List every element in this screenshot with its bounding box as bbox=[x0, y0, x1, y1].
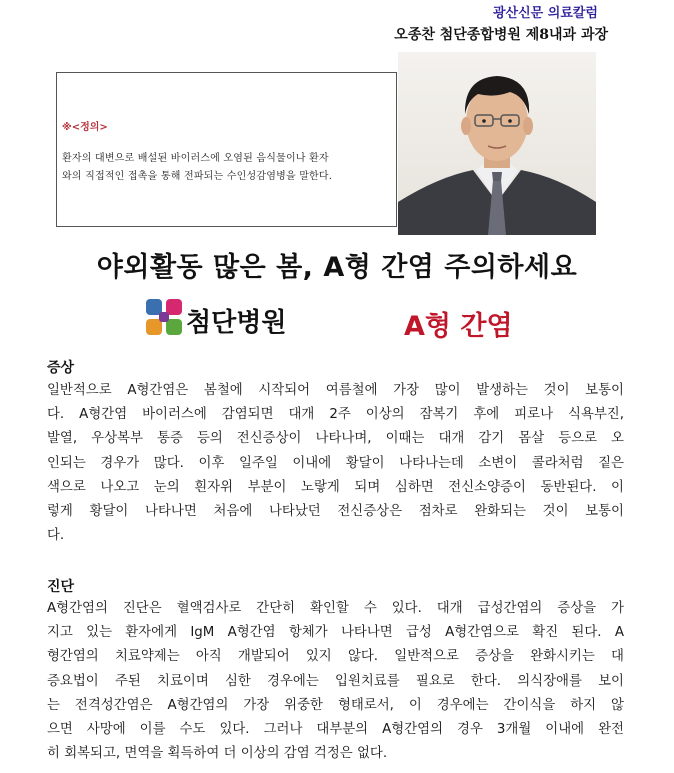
paragraph-line: 발열, 우상복부 통증 등의 전신증상이 나타나며, 이때는 대개 감기 몸살 등으로 오 bbox=[47, 431, 624, 447]
diagnosis-paragraph bbox=[47, 597, 624, 766]
paragraph-line: 는 전격성간염은 A형간염의 가장 위중한 형태로서, 이 경우에는 간이식을 하지 않 bbox=[47, 697, 624, 713]
paragraph-line: 으면 사망에 이를 수도 있다. 그러나 대부분의 A형간염의 경우 3개월 이내에 완전 bbox=[47, 722, 624, 738]
symptoms-paragraph bbox=[47, 379, 624, 548]
paragraph-line: 렇게 황달이 나타나면 처음에 나타났던 전신증상은 점차로 완화되는 것이 보통이 bbox=[47, 504, 624, 520]
paragraph-line: 다. bbox=[47, 528, 65, 544]
disease-title: A형 간염 bbox=[404, 311, 513, 342]
portrait-image bbox=[398, 52, 596, 235]
paragraph-line: 색으로 나오고 눈의 흰자위 부분이 노랗게 되며 심하면 전신소양증이 동반된다. 이 bbox=[47, 479, 624, 495]
paragraph-line: A형간염의 진단은 혈액검사로 간단히 확인할 수 있다. 대개 급성간염의 증상을 가 bbox=[47, 601, 624, 616]
definition-line: 와의 직접적인 접촉을 통해 전파되는 수인성감염병을 말한다. bbox=[62, 171, 333, 182]
hospital-logo-text: 첨단병원 bbox=[186, 308, 287, 338]
paragraph-line: 형간염의 치료약제는 아직 개발되어 있지 않다. 일반적으로 증상을 완화시키는 대 bbox=[47, 649, 624, 665]
definition-line: 환자의 대변으로 배설된 바이러스에 오염된 음식물이나 환자 bbox=[62, 153, 329, 164]
headline: 야외활동 많은 봄, A형 간염 주의하세요 bbox=[96, 252, 578, 283]
paragraph-line: 지고 있는 환자에게 IgM A형간염 항체가 나타나면 급성 A형간염으로 확진 된다. A bbox=[47, 625, 624, 641]
publication-title: 광산신문 의료칼럼 bbox=[493, 6, 598, 21]
paragraph-line: 증요법이 주된 치료이며 심한 경우에는 입원치료를 필요로 한다. 의식장애를 보이 bbox=[47, 673, 624, 689]
author-byline: 오종찬 첨단종합병원 제8내과 과장 bbox=[394, 27, 608, 43]
author-photo bbox=[398, 52, 596, 235]
symptoms-heading: 증상 bbox=[47, 360, 75, 376]
definition-title: ※<정의> bbox=[62, 122, 108, 133]
paragraph-line: 다. A형간염 바이러스에 감염되면 대개 2주 이상의 잠복기 후에 피로나 식욕부진, bbox=[47, 407, 624, 423]
paragraph-line: 일반적으로 A형간염은 봄철에 시작되어 여름철에 가장 많이 발생하는 것이 보통이 bbox=[47, 383, 624, 398]
paragraph-line: 인되는 경우가 많다. 이후 일주일 이내에 황달이 나타나는데 소변이 콜라처럼 짙은 bbox=[47, 455, 624, 471]
diagnosis-heading: 진단 bbox=[47, 579, 75, 595]
hospital-logo-icon bbox=[145, 298, 183, 336]
definition-text bbox=[62, 150, 394, 186]
paragraph-line: 히 회복되고, 면역을 획득하여 더 이상의 감염 걱정은 없다. bbox=[47, 746, 388, 762]
